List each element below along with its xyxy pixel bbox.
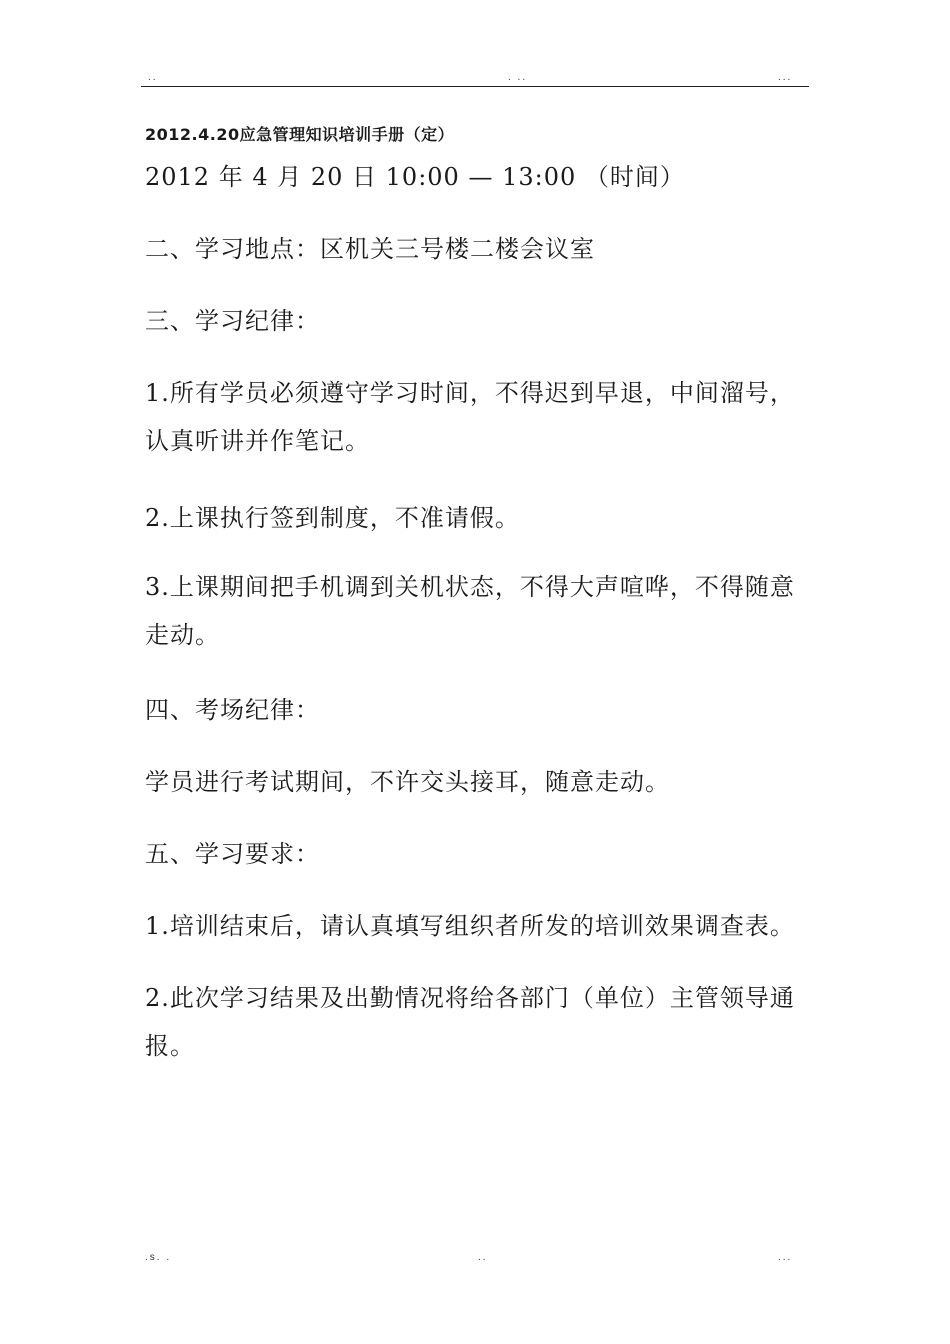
requirement-item-2: 2.此次学习结果及出勤情况将给各部门（单位）主管领导通报。 <box>145 984 795 1060</box>
discipline-item-2: 2.上课执行签到制度，不准请假。 <box>145 504 520 532</box>
time-line: 2012 年 4 月 20 日 10:00 — 13:00 （时间） <box>145 163 685 191</box>
requirements-heading: 五、学习要求： <box>145 840 320 868</box>
document-title: 2012.4.20应急管理知识培训手册（定） <box>145 125 455 144</box>
discipline-item-1: 1.所有学员必须遵守学习时间，不得迟到早退，中间溜号，认真听讲并作笔记。 <box>145 379 795 455</box>
footer-right-marks: ... <box>778 1252 793 1263</box>
location-line: 二、学习地点：区机关三号楼二楼会议室 <box>145 235 595 263</box>
discipline-item-3: 3.上课期间把手机调到关机状态，不得大声喧哗，不得随意走动。 <box>145 573 795 649</box>
footer-left-marks: .s. . <box>145 1252 172 1263</box>
footer-center-marks: .. <box>478 1252 488 1263</box>
header-right-marks: ... <box>778 72 793 83</box>
header-left-marks: .. <box>148 72 158 83</box>
exam-rule: 学员进行考试期间，不许交头接耳，随意走动。 <box>145 768 670 796</box>
exam-heading: 四、考场纪律： <box>145 696 320 724</box>
header-center-marks: . .. <box>508 72 528 83</box>
discipline-heading: 三、学习纪律： <box>145 307 320 335</box>
header-rule <box>141 86 809 87</box>
requirement-item-1: 1.培训结束后，请认真填写组织者所发的培训效果调查表。 <box>145 912 795 940</box>
